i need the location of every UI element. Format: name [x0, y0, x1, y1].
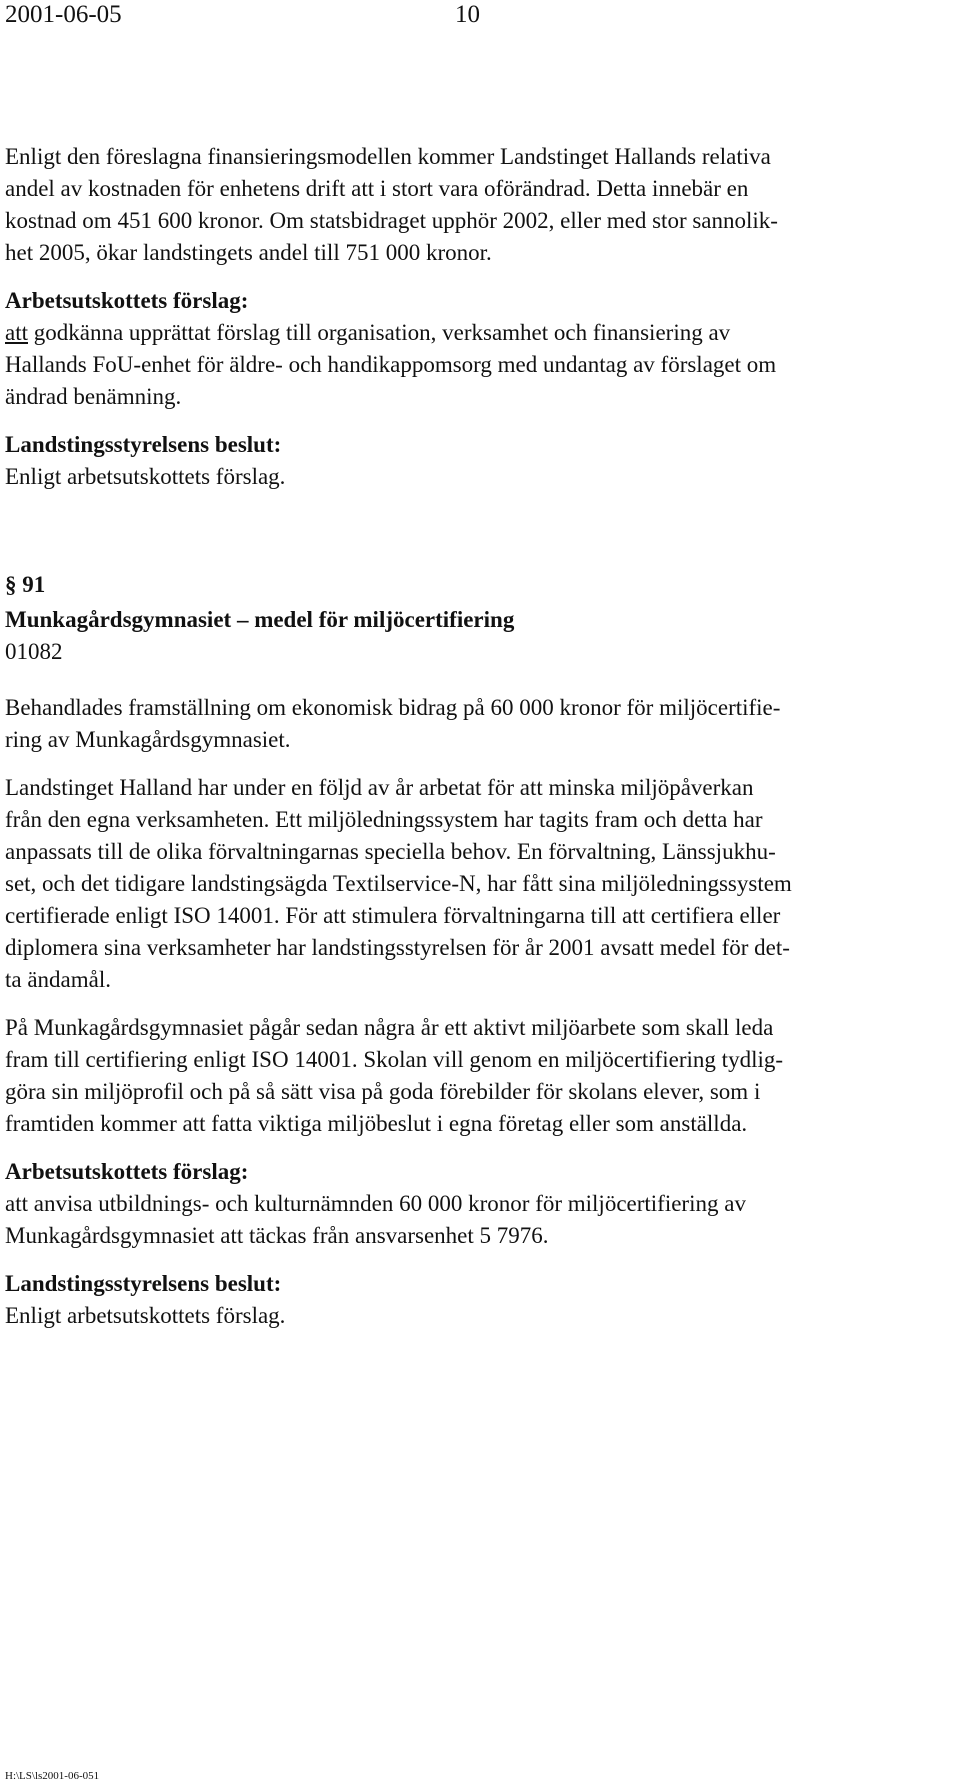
- section-91: [5, 572, 950, 1140]
- text-line: kostnad om 451 600 kronor. Om statsbidraget upphör 2002, eller med stor sannolik-: [5, 208, 778, 233]
- text-line: att anvisa utbildnings- och kulturnämnden 60 000 kronor för miljöcertifiering av: [5, 1191, 746, 1216]
- text-line: Munkagårdsgymnasiet att täckas från ansvarsenhet 5 7976.: [5, 1223, 549, 1248]
- text-line: ändrad benämning.: [5, 384, 182, 409]
- header-date: 2001-06-05: [5, 1, 122, 28]
- section-paragraph: [5, 692, 950, 756]
- text-line: [5, 317, 950, 349]
- footer-file-path: H:\LS\ls2001-06-051: [5, 1770, 100, 1782]
- text-line: göra sin miljöprofil och på så sätt visa på goda förebilder för skolans elever, som i: [5, 1079, 761, 1104]
- committee-proposal-1: [5, 285, 950, 413]
- text-line: framtiden kommer att fatta viktiga miljöbeslut i egna företag eller som anställda.: [5, 1111, 748, 1136]
- committee-proposal-2: [5, 1156, 950, 1252]
- proposal-heading: Arbetsutskottets förslag:: [5, 1159, 249, 1184]
- text-line: Landstinget Halland har under en följd av år arbetat för att minska miljöpåverkan: [5, 775, 754, 800]
- text-line: fram till certifiering enligt ISO 14001. Skolan vill genom en miljöcertifiering tydlig-: [5, 1047, 784, 1072]
- att-keyword: att: [5, 320, 28, 345]
- decision-heading: Landstingsstyrelsens beslut:: [5, 1271, 282, 1296]
- decision-text: Enligt arbetsutskottets förslag.: [5, 1303, 286, 1328]
- section-paragraph: [5, 1012, 950, 1140]
- text-line: andel av kostnaden för enhetens drift att i stort vara oförändrad. Detta innebär en: [5, 176, 749, 201]
- text-line: På Munkagårdsgymnasiet pågår sedan några år ett aktivt miljöarbete som skall leda: [5, 1015, 774, 1040]
- text-line: ta ändamål.: [5, 967, 112, 992]
- text-line: set, och det tidigare landstingsägda Textilservice-N, har fått sina miljöledningssystem: [5, 871, 792, 896]
- text-line: Behandlades framställning om ekonomisk bidrag på 60 000 kronor för miljöcertifie-: [5, 695, 781, 720]
- board-decision-1: [5, 429, 950, 493]
- text-line: från den egna verksamheten. Ett miljöledningssystem har tagits fram och detta har: [5, 807, 763, 832]
- section-paragraph: [5, 772, 950, 996]
- board-decision-2: [5, 1268, 950, 1332]
- text-line: certifierade enligt ISO 14001. För att stimulera förvaltningarna till att certifiera eller: [5, 903, 781, 928]
- decision-text: Enligt arbetsutskottets förslag.: [5, 464, 286, 489]
- header-page-number: 10: [455, 1, 480, 28]
- section-title: Munkagårdsgymnasiet – medel för miljöcertifiering: [5, 607, 515, 632]
- intro-paragraph: [5, 141, 950, 269]
- proposal-heading: Arbetsutskottets förslag:: [5, 288, 249, 313]
- text-line: anpassats till de olika förvaltningarnas speciella behov. En förvaltning, Länssjukhu-: [5, 839, 776, 864]
- text-line: Enligt den föreslagna finansieringsmodellen kommer Landstinget Hallands relativa: [5, 144, 771, 169]
- text-line: diplomera sina verksamheter har landstingsstyrelsen för år 2001 avsatt medel för det-: [5, 935, 790, 960]
- text-line: het 2005, ökar landstingets andel till 751 000 kronor.: [5, 240, 492, 265]
- page-header: [5, 0, 945, 30]
- text-line: Hallands FoU-enhet för äldre- och handikappomsorg med undantag av förslaget om: [5, 352, 777, 377]
- document-body: [5, 141, 950, 1332]
- decision-heading: Landstingsstyrelsens beslut:: [5, 432, 282, 457]
- diary-number: 01082: [5, 639, 63, 664]
- proposal-text: godkänna upprättat förslag till organisation, verksamhet och finansiering av: [28, 320, 731, 345]
- text-line: ring av Munkagårdsgymnasiet.: [5, 727, 291, 752]
- section-number: § 91: [5, 572, 46, 597]
